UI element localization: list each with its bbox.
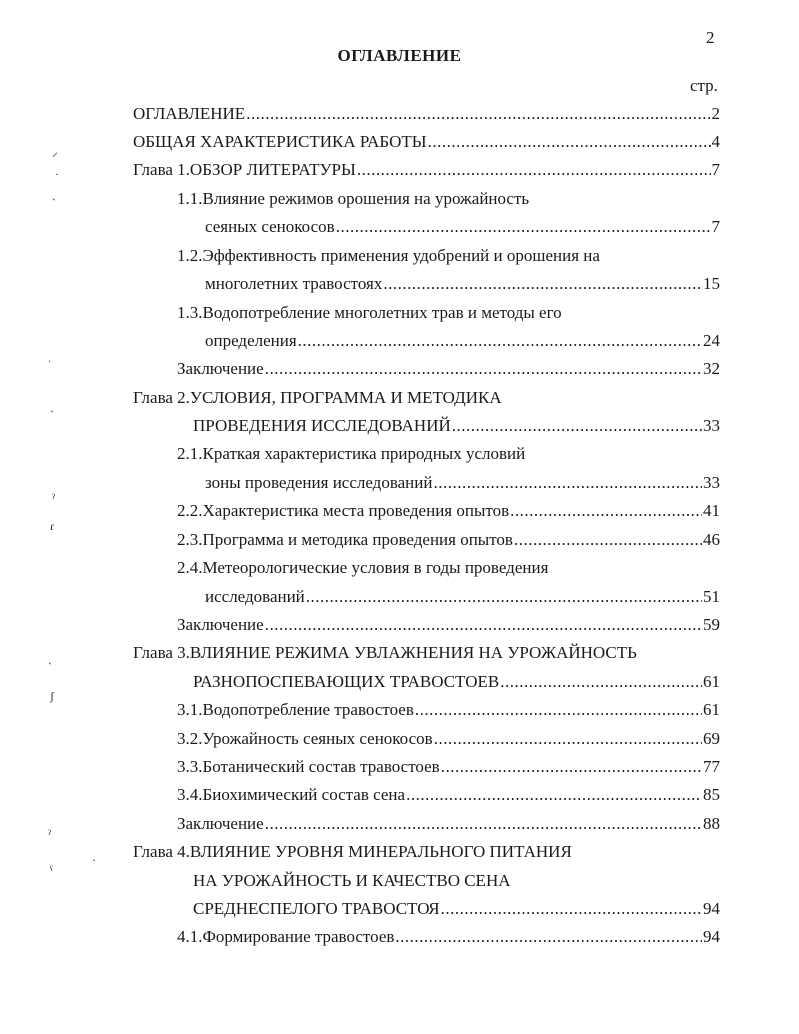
toc-entry-text: многолетних травостоях <box>205 274 383 293</box>
toc-entry-continued-start: 2.4.Метеорологические условия в годы проведения <box>177 558 549 577</box>
toc-leader-dots <box>406 782 702 808</box>
toc-entry-continued-start: 1.2.Эффективность применения удобрений и орошения на <box>177 246 600 265</box>
toc-entry-page: 69 <box>703 729 720 748</box>
toc-entry-page: 59 <box>703 615 720 634</box>
toc-leader-dots <box>510 498 702 524</box>
toc-entry <box>133 129 720 155</box>
scan-speck: ˏ <box>50 399 54 413</box>
toc-entry <box>193 413 720 439</box>
toc-leader-dots <box>452 413 702 439</box>
toc-leader-dots <box>415 697 702 723</box>
toc-entry-page: 61 <box>703 700 720 719</box>
toc-entry <box>177 924 720 950</box>
toc-leader-dots <box>433 470 702 496</box>
toc-entry-text: 3.3.Ботанический состав травостоев <box>177 757 440 776</box>
toc-entry-text: 3.4.Биохимический состав сена <box>177 785 406 804</box>
toc-leader-dots <box>298 328 702 354</box>
toc-entry-page: 7 <box>711 160 720 179</box>
toc-entry-page: 7 <box>711 217 720 236</box>
toc-leader-dots <box>500 669 702 695</box>
toc-leader-dots <box>428 129 711 155</box>
toc-entry-text: зоны проведения исследований <box>205 473 433 492</box>
scan-speck: ɾ <box>50 519 54 533</box>
toc-entry <box>205 584 720 610</box>
toc-entry <box>205 271 720 297</box>
toc-leader-dots <box>265 811 702 837</box>
toc-entry <box>205 214 720 240</box>
toc-entry-continued-start: 1.3.Водопотребление многолетних трав и методы его <box>177 303 562 322</box>
toc-entry-text: исследований <box>205 587 305 606</box>
toc-entry <box>205 328 720 354</box>
toc-leader-dots <box>246 101 710 127</box>
toc-entry <box>177 697 720 723</box>
toc-leader-dots <box>434 726 702 752</box>
toc-leader-dots <box>265 612 702 638</box>
toc-entry <box>133 157 720 183</box>
toc-entry-continued-start: 1.1.Влияние режимов орошения на урожайность <box>177 189 530 208</box>
toc-entry <box>177 811 720 837</box>
toc-entry-text: 3.2.Урожайность сеяных сенокосов <box>177 729 433 748</box>
toc-entry <box>193 669 720 695</box>
toc-entry-page: 33 <box>703 473 720 492</box>
toc-entry-text: СРЕДНЕСПЕЛОГО ТРАВОСТОЯ <box>193 899 440 918</box>
toc-entry-page: 33 <box>703 416 720 435</box>
toc-entry-text: Глава 1.ОБЗОР ЛИТЕРАТУРЫ <box>133 160 356 179</box>
toc-entry-page: 61 <box>703 672 720 691</box>
toc-entry-page: 46 <box>703 530 720 549</box>
toc-leader-dots <box>441 896 702 922</box>
toc-leader-dots <box>357 157 711 183</box>
toc-entry <box>177 782 720 808</box>
toc-entry-text: 4.1.Формирование травостоев <box>177 927 395 946</box>
toc-entry-text: 2.2.Характеристика места проведения опытов <box>177 501 510 520</box>
scan-speck: ˁ <box>50 863 53 877</box>
toc-entry <box>177 527 720 553</box>
page-title: ОГЛАВЛЕНИЕ <box>337 46 462 65</box>
scan-speck: ˀ <box>48 827 51 841</box>
toc-entry-page: 77 <box>703 757 720 776</box>
toc-leader-dots <box>336 214 711 240</box>
toc-entry-page: 88 <box>703 814 720 833</box>
scan-speck: · <box>55 167 59 181</box>
scan-speck: ⸝ <box>52 145 59 159</box>
toc-entry <box>205 470 720 496</box>
toc-entry <box>133 101 720 127</box>
toc-entry-text: ПРОВЕДЕНИЯ ИССЛЕДОВАНИЙ <box>193 416 451 435</box>
toc-entry-page: 94 <box>703 927 720 946</box>
toc-entry-page: 15 <box>703 274 720 293</box>
toc-entry-page: 24 <box>703 331 720 350</box>
toc-entry-continued-start: Глава 2.УСЛОВИЯ, ПРОГРАММА И МЕТОДИКА <box>133 388 502 407</box>
scan-speck: ˑ <box>48 355 52 369</box>
toc-entry-continued-start: Глава 3.ВЛИЯНИЕ РЕЖИМА УВЛАЖНЕНИЯ НА УРОЖАЙНОСТЬ <box>133 643 637 662</box>
toc-leader-dots <box>441 754 702 780</box>
toc-entry-text: Заключение <box>177 615 264 634</box>
toc-entry-page: 32 <box>703 359 720 378</box>
toc-entry-continued-start: 2.1.Краткая характеристика природных условий <box>177 444 526 463</box>
toc-leader-dots <box>395 924 702 950</box>
toc-entry-text: определения <box>205 331 297 350</box>
toc-entry-page: 2 <box>711 104 720 123</box>
toc-entry-text: ОГЛАВЛЕНИЕ <box>133 104 246 123</box>
toc-entry-text: РАЗНОПОСПЕВАЮЩИХ ТРАВОСТОЕВ <box>193 672 500 691</box>
scan-speck: · <box>92 853 96 867</box>
toc-entry-page: 41 <box>703 501 720 520</box>
toc-leader-dots <box>265 356 702 382</box>
toc-entry-continued-start: НА УРОЖАЙНОСТЬ И КАЧЕСТВО СЕНА <box>193 871 511 890</box>
toc-entry-page: 4 <box>711 132 720 151</box>
toc-entry <box>177 356 720 382</box>
scan-speck: ˎ <box>52 187 56 201</box>
toc-entry-page: 85 <box>703 785 720 804</box>
toc-entry-text: Заключение <box>177 814 264 833</box>
toc-entry-text: 3.1.Водопотребление травостоев <box>177 700 414 719</box>
toc-entry-page: 94 <box>703 899 720 918</box>
toc-entry <box>177 498 720 524</box>
toc-leader-dots <box>514 527 702 553</box>
toc-entry <box>177 612 720 638</box>
toc-entry-text: 2.3.Программа и методика проведения опытов <box>177 530 513 549</box>
page-column-label: стр. <box>690 76 718 95</box>
toc-entry-continued-start: Глава 4.ВЛИЯНИЕ УРОВНЯ МИНЕРАЛЬНОГО ПИТАНИЯ <box>133 842 572 861</box>
toc-entry <box>193 896 720 922</box>
toc-entry-page: 51 <box>703 587 720 606</box>
toc-entry-text: ОБЩАЯ ХАРАКТЕРИСТИКА РАБОТЫ <box>133 132 427 151</box>
toc-entry-text: сеяных сенокосов <box>205 217 335 236</box>
toc-leader-dots <box>306 584 702 610</box>
toc-entry <box>177 726 720 752</box>
scan-speck: ˀ <box>52 491 55 505</box>
scan-speck: ʃ <box>50 689 54 703</box>
scan-speck: ˎ <box>48 651 52 665</box>
page-number: 2 <box>706 28 715 47</box>
toc-entry <box>177 754 720 780</box>
toc-leader-dots <box>383 271 702 297</box>
toc-entry-text: Заключение <box>177 359 264 378</box>
